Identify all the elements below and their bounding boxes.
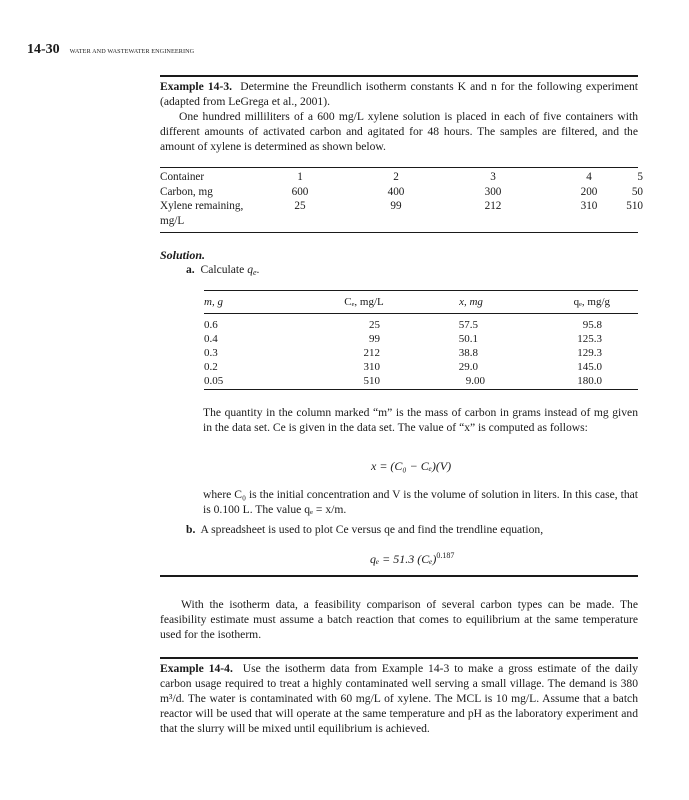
table-cell: 212: [484, 200, 502, 212]
table-cell: 0.05: [204, 375, 224, 387]
equation-trendline-exponent: 0.187: [436, 551, 455, 560]
table-cell: 2: [393, 171, 399, 183]
table-cell: 38.8: [458, 347, 478, 359]
table-cell: 4: [586, 171, 592, 183]
calc-table-header-rule: [204, 313, 638, 314]
example-14-4-statement: [160, 661, 638, 736]
xylene-label-unit: mg/L: [160, 214, 185, 227]
calc-table-bottom-rule: [204, 389, 638, 390]
step-a-letter: a.: [186, 263, 195, 276]
table-row: [160, 215, 638, 230]
table-cell: 1: [297, 171, 303, 183]
step-b-text: A spreadsheet is used to plot Ce versus qe and find the trendline equation,: [200, 523, 544, 536]
example-14-3-label: Example 14-3.: [160, 80, 233, 93]
table-cell: 3: [490, 171, 496, 183]
xylene-label: Xylene remaining,: [160, 200, 244, 212]
where-paragraph: where C₀ is the initial concentration and V is the volume of solution in liters. In this case, that is 0.100 L. The value qₑ = x/m.: [203, 488, 638, 516]
feasibility-paragraph: With the isotherm data, a feasibility comparison of several carbon types can be made. The feasibility estimate must assume a batch reaction that comes to equilibrium at the same temperature used for the isotherm.: [160, 598, 638, 641]
column-header: qₑ, mg/g: [573, 296, 610, 308]
example-end-rule: [160, 575, 638, 577]
table-cell: 129.3: [577, 347, 602, 359]
running-title: WATER AND WASTEWATER ENGINEERING: [69, 48, 195, 55]
table-row: [204, 347, 638, 361]
table-cell: 200: [580, 185, 598, 198]
table-row: [204, 375, 638, 389]
table-cell: 0.6: [204, 319, 218, 331]
table-row: [160, 171, 643, 186]
table-cell: 25: [369, 319, 380, 331]
explanation-paragraph: The quantity in the column marked “m” is the mass of carbon in grams instead of mg given in the data set. Ce is given in the data set. The value of “x” is computed as follows:: [203, 406, 638, 434]
table-cell: 600: [291, 185, 309, 198]
example-14-3-statement: [160, 79, 638, 154]
column-header: m, g: [204, 296, 223, 308]
table-cell: 25: [294, 200, 306, 212]
table-cell: 99: [369, 333, 380, 345]
table-header-row: [204, 296, 638, 313]
table-cell: 9.00: [465, 375, 485, 387]
table-cell: 99: [390, 200, 402, 212]
container-label: Container: [160, 171, 205, 183]
page-number: 14-30: [27, 42, 60, 57]
experiment-data-table: [160, 171, 643, 229]
table-cell: 310: [363, 361, 380, 373]
equation-mass-adsorbed: x = (C₀ − Cₑ)(V): [371, 459, 452, 473]
table-cell: 0.2: [204, 361, 218, 373]
calculation-table: [204, 296, 638, 389]
table-cell: 125.3: [577, 333, 602, 345]
step-a-text: Calculate: [200, 263, 245, 276]
step-b: [186, 523, 638, 536]
column-header: Cₑ, mg/L: [344, 296, 384, 308]
carbon-label: Carbon, mg: [160, 185, 213, 198]
column-header: x, mg: [459, 296, 483, 308]
running-header: [27, 40, 194, 58]
table-cell: 0.3: [204, 347, 218, 359]
table-cell: 5: [637, 171, 643, 183]
table-row: [204, 319, 638, 333]
equation-trendline-lhs: qₑ = 51.3 (Cₑ): [370, 552, 437, 566]
step-a-var: q: [247, 263, 253, 276]
table-cell: 0.4: [204, 333, 218, 345]
equation-trendline: [370, 551, 454, 567]
table-cell: 212: [363, 347, 380, 359]
table-cell: 29.0: [458, 361, 478, 373]
table-row: [204, 333, 638, 347]
table-cell: 180.0: [577, 375, 602, 387]
table-cell: 310: [580, 200, 598, 212]
table-cell: 510: [626, 200, 643, 212]
table-cell: 400: [387, 185, 405, 198]
step-a-sub: e: [252, 268, 257, 277]
step-a: a. Calculate $q_e$.: [186, 263, 260, 277]
table-cell: 300: [484, 185, 502, 198]
example-top-rule: [160, 75, 638, 77]
example-14-4-text: Use the isotherm data from Example 14-3 to make a gross estimate of the daily carbon usage required to treat a highly contaminated well serving a small village. The demand is 380 m³/d. The water is contaminated with 60 mg/L of xylene. The MCL is 10 mg/L. Assume that a batch reactor will be used that will operate at the same temperature and pH as the laboratory experiment and that the slurry will be mixed until equilibrium is achieved.: [160, 662, 638, 735]
table-cell: 510: [363, 375, 380, 387]
example-14-4-top-rule: [160, 657, 638, 659]
data-table-bottom-rule: [160, 232, 638, 233]
data-table-top-rule: [160, 167, 638, 168]
table-cell: 50.1: [458, 333, 478, 345]
example-14-3-body: One hundred milliliters of a 600 mg/L xylene solution is placed in each of five containers with different amounts of activated carbon and agitated for 48 hours. The samples are filtered, and the amount of xylene is determined as shown below.: [160, 110, 638, 153]
table-cell: 95.8: [582, 319, 602, 331]
table-row: [160, 185, 643, 201]
solution-heading: Solution.: [160, 248, 206, 262]
table-row: [160, 200, 643, 215]
example-14-4-label: Example 14-4.: [160, 662, 233, 675]
calc-table-top-rule: [204, 290, 638, 291]
step-b-letter: b.: [186, 523, 196, 536]
table-cell: 50: [631, 185, 643, 198]
example-14-3-intro: Determine the Freundlich isotherm constants K and n for the following experiment (adapted from LeGrega et al., 2001).: [160, 80, 638, 108]
table-cell: 57.5: [458, 319, 478, 331]
table-row: [204, 361, 638, 375]
table-cell: 145.0: [577, 361, 602, 373]
